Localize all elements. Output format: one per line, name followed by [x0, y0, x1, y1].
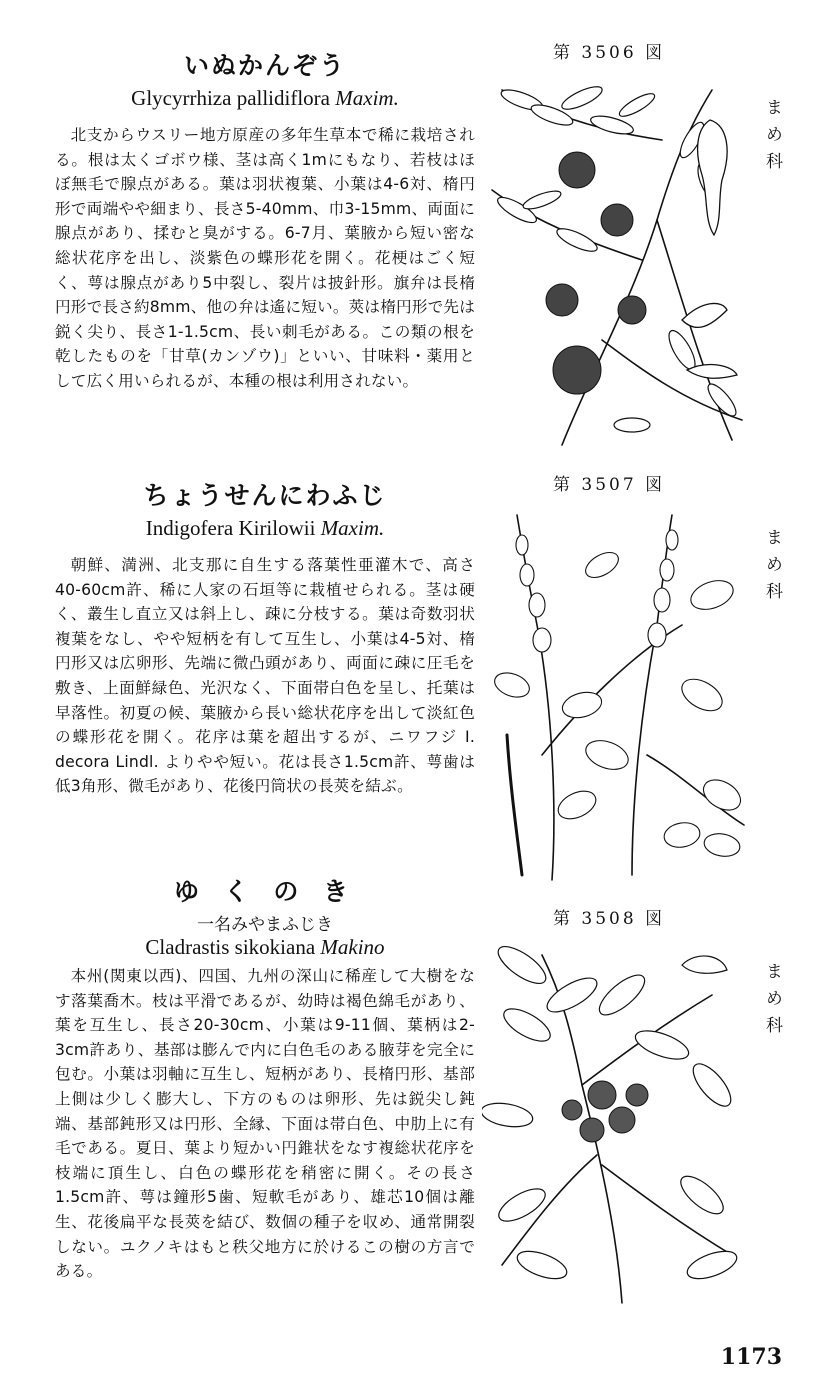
- scientific-name: [55, 516, 475, 541]
- author-abbrev: Maxim.: [335, 86, 399, 110]
- entry-3506: [55, 46, 475, 394]
- alternate-name: 一名みやまふじき: [197, 915, 333, 935]
- figure-number: 第 3508 図: [553, 909, 666, 929]
- author-abbrev: Maxim.: [320, 516, 385, 540]
- scientific-name: [55, 86, 475, 111]
- plant-illustration-indigofera: [482, 505, 750, 885]
- entry-3508: [55, 872, 475, 1284]
- japanese-name: いぬかんぞう: [183, 51, 346, 80]
- plant-illustration-cladrastis: [482, 935, 750, 1305]
- latin-binomial: Indigofera Kirilowii: [145, 516, 316, 540]
- description-text: 朝鮮、満洲、北支那に自生する落葉性亜灌木で、高さ40-60cm許、稀に人家の石垣等に栽植せられる。茎は硬く、叢生し直立又は斜上し、疎に分枝する。葉は奇数羽状複葉をなし、やや短柄を有して互生し、小葉は4-5対、楕円形又は広卵形、先端に微凸頭があり、両面に疎に圧毛を敷き、上面鮮緑色、光沢なく、下面帯白色を呈し、托葉は早落性。初夏の候、葉腋から長い総状花序を出して淡紅色の蝶形花を開く。花序は葉を超出するが、ニワフジ I. decora Lindl. よりやや短い。花は長さ1.5cm許、萼歯は低3角形、微毛があり、花後円筒状の長莢を結ぶ。: [55, 556, 475, 796]
- figure-number: 第 3507 図: [553, 475, 666, 495]
- page-number: 1173: [720, 1344, 782, 1370]
- japanese-name: ゆ く の き: [173, 877, 357, 906]
- plant-illustration-glycyrrhiza: [482, 70, 750, 450]
- japanese-name: ちょうせんにわふじ: [143, 481, 387, 510]
- description-text: 北支からウスリー地方原産の多年生草本で稀に栽培される。根は太くゴボウ様、茎は高く1mにもなり、若枝はほぼ無毛で腺点がある。葉は羽状複葉、小葉は4-6対、楕円形で両端やや細まり、長さ5-40mm、巾3-15mm、両面に腺点があり、揉むと臭がする。6-7月、葉腋から短い密な総状花序を出し、淡紫色の蝶形花を開く。花梗はごく短く、萼は腺点があり5中裂し、裂片は披針形。旗弁は長楕円形で長さ約8mm、他の弁は遙に短い。莢は楕円形で先は鋭く尖り、長さ1-1.5cm、長い刺毛がある。この類の根を乾したものを「甘草(カンゾウ)」といい、甘味料・薬用として広く用いられるが、本種の根は利用されない。: [55, 126, 475, 390]
- family-label: まめ科: [762, 98, 782, 179]
- figure-number: 第 3506 図: [553, 43, 666, 63]
- scientific-name: [55, 935, 475, 960]
- entry-3507: [55, 476, 475, 799]
- latin-binomial: Glycyrrhiza pallidiflora: [131, 86, 330, 110]
- latin-binomial: Cladrastis sikokiana: [145, 935, 316, 959]
- family-label: まめ科: [762, 528, 782, 609]
- description-text: 本州(関東以西)、四国、九州の深山に稀産して大樹をなす落葉喬木。枝は平滑であるが、幼時は褐色綿毛があり、葉を互生し、長さ20-30cm、小葉は9-11個、葉柄は2-3cm許あり、基部は膨んで内に白色毛のある腋芽を完全に包む。小葉は羽軸に互生し、短柄があり、長楕円形、基部上側は少しく膨大し、下方のものは卵形、先は鋭尖し鈍端、基部鈍形又は円形、全縁、下面は帯白色、中肋上に有毛である。夏日、葉より短かい円錐状をなす複総状花序を枝端に頂生し、白色の蝶形花を稍密に開く。その長さ1.5cm許、萼は鐘形5歯、短軟毛があり、雄芯10個は離生、花後扁平な長莢を結び、数個の種子を収め、通常開裂しない。ユクノキはもと秩父地方に於けるこの樹の方言である。: [55, 967, 475, 1281]
- family-label: まめ科: [762, 962, 782, 1043]
- author-abbrev: Makino: [320, 935, 385, 959]
